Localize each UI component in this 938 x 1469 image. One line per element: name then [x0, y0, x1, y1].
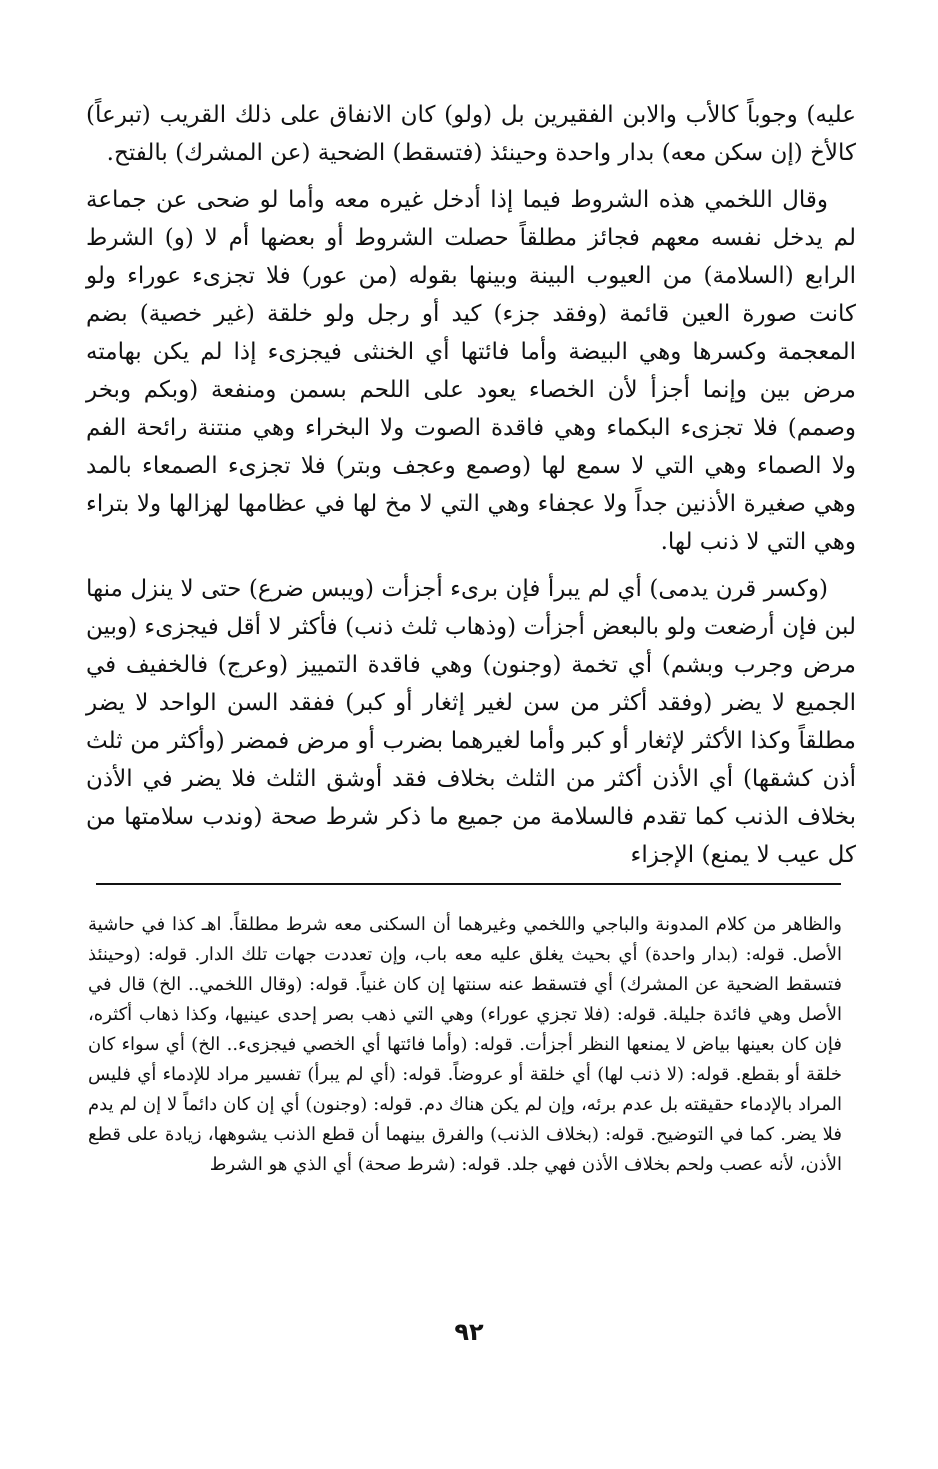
footnotes-text: والظاهر من كلام المدونة والباجي واللخمي وغيرهما أن السكنى معه شرط مطلقاً. اهـ كذا في حاشية الأصل. قوله: (بدار واحدة) أي بحيث يغلق عليه معه باب، وإن تعددت جهات تلك الدار. قوله: (وحينئذ فتسقط الضحية عن المشرك) أي فتسقط عنه سنتها إن كان غنياً. قوله: (وقال اللخمي.. الخ) قال في الأصل وهي فائدة جليلة. قوله: (فلا تجزي عوراء) وهي التي ذهب بصر إحدى عينيها، وكذا ذهاب أكثره، فإن كان بعينها بياض لا يمنعها النظر أجزأت. قوله: (وأما فائتها أي الخصي فيجزىء.. الخ) أي سواء كان خلقة أو بقطع. قوله: (لا ذنب لها) أي خلقة أو عروضاً. قوله: (أي لم يبرأ) تفسير مراد للإدماء أي فليس المراد بالإدماء حقيقته بل عدم برئه، وإن لم يكن هناك دم. قوله: (وجنون) أي إن كان دائماً لا إن لم يدم فلا يضر. كما في التوضيح. قوله: (بخلاف الذنب) والفرق بينهما أن قطع الذنب يشوهها، زيادة على قطع الأذن، لأنه عصب ولحم بخلاف الأذن فهي جلد. قوله: (شرط صحة) أي الذي هو الشرط [88, 914, 842, 1175]
main-paragraph-3: (وكسر قرن يدمى) أي لم يبرأ فإن برىء أجزأت (ويبس ضرع) حتى لا ينزل منها لبن فإن أرضعت ولو بالبعض أجزأت (وذهاب ثلث ذنب) فأكثر لا أقل فيجزىء (وبين مرض وجرب وبشم) أي تخمة (وجنون) وهي فاقدة التمييز (وعرج) فالخفيف في الجميع لا يضر (وفقد أكثر من سن لغير إثغار أو كبر) ففقد السن الواحد لا يضر مطلقاً وكذا الأكثر لإثغار أو كبر وأما لغيرهما بضرب أو مرض فمضر (وأكثر من ثلث أذن كشقها) أي الأذن أكثر من الثلث بخلاف فقد أوشق الثلث فلا يضر في الأذن بخلاف الذنب كما تقدم فالسلامة من جميع ما ذكر شرط صحة (وندب سلامتها من كل عيب لا يمنع) الإجزاء [86, 576, 856, 868]
page-number: ٩٢ [454, 1318, 484, 1346]
main-text-block [86, 96, 856, 883]
main-paragraph-2: وقال اللخمي هذه الشروط فيما إذا أدخل غيره معه وأما لو ضحى عن جماعة لم يدخل نفسه معهم فجائز مطلقاً حصلت الشروط أو بعضها أم لا (و) الشرط الرابع (السلامة) من العيوب البينة وبينها بقوله (من عور) فلا تجزىء عوراء ولو كانت صورة العين قائمة (وفقد جزء) كيد أو رجل ولو خلقة (غير خصية) بضم المعجمة وكسرها وهي البيضة وأما فائتها أي الخنثى فيجزىء إذا لم يكن بهامته مرض بين وإنما أجزأ لأن الخصاء يعود على اللحم بسمن ومنفعة (وبكم وبخر وصمم) فلا تجزىء البكماء وهي فاقدة الصوت ولا البخراء وهي منتنة رائحة الفم ولا الصماء وهي التي لا سمع لها (وصمع وعجف وبتر) فلا تجزىء الصمعاء بالمد وهي صغيرة الأذنين جداً ولا عجفاء وهي التي لا مخ لها في عظامها لهزالها ولا بتراء وهي التي لا ذنب لها. [86, 187, 856, 555]
main-paragraph-1: عليه) وجوباً كالأب والابن الفقيرين بل (ولو) كان الانفاق على ذلك القريب (تبرعاً) كالأخ (إن سكن معه) بدار واحدة وحينئذ (فتسقط) الضحية (عن المشرك) بالفتح. [86, 102, 856, 166]
footnotes-block [88, 910, 842, 1180]
footnote-divider [96, 883, 841, 885]
